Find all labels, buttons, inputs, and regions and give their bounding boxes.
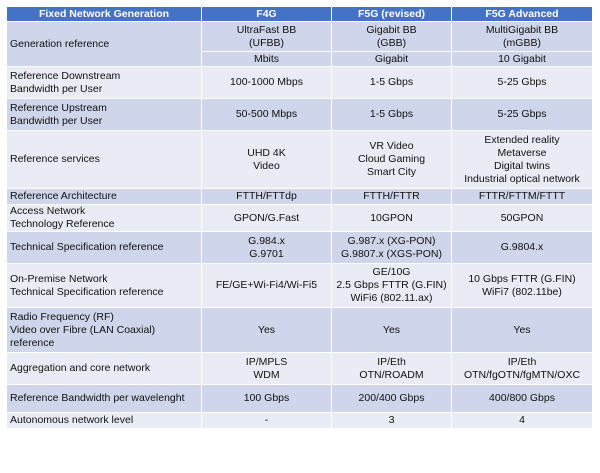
cell-f5g-advanced-line: 50GPON: [500, 211, 544, 224]
cell-f5g-advanced-line: 5-25 Gbps: [497, 108, 547, 120]
cell-f5g-advanced: [452, 52, 593, 67]
cell-f5g-revised-line: 1-5 Gbps: [369, 76, 414, 88]
cell-f4g-line: 100-1000 Mbps: [230, 76, 303, 88]
cell-f5g-revised-line: (GBB): [376, 36, 407, 49]
cell-f5g-advanced: [452, 308, 593, 353]
table-row: [7, 308, 593, 353]
header-f5g-advanced: F5G Advanced: [452, 7, 593, 22]
cell-f4g-line: FTTH/FTTdp: [236, 190, 297, 202]
cell-f5g-revised: [332, 264, 452, 308]
cell-f5g-revised: [332, 385, 452, 413]
row-label: [7, 22, 202, 67]
cell-f5g-advanced-line: 10 Gigabit: [498, 52, 546, 65]
cell-f5g-advanced-line: IP/Eth: [507, 355, 537, 368]
cell-f4g-line: UltraFast BB: [236, 23, 297, 36]
row-label-line: Reference Bandwidth per wavelenght: [10, 392, 185, 404]
cell-f5g-advanced-line: 400/800 Gbps: [489, 392, 555, 404]
cell-f5g-revised-line: G.987.x (XG-PON): [347, 234, 436, 247]
table-row: [7, 189, 593, 205]
cell-f5g-revised-line: Yes: [382, 323, 401, 336]
row-label: [7, 205, 202, 232]
cell-f4g-line: -: [264, 414, 269, 426]
cell-f4g: [202, 22, 332, 52]
table-row: [7, 131, 593, 189]
row-label: [7, 99, 202, 131]
cell-f5g-advanced: [452, 205, 593, 232]
cell-f5g-revised-line: G.9807.x (XGS-PON): [341, 247, 442, 260]
cell-f4g-line: WDM: [253, 368, 280, 381]
cell-f5g-revised-line: 10GPON: [370, 211, 413, 224]
row-label-line: Radio Frequency (RF): [10, 310, 114, 323]
cell-f4g: [202, 99, 332, 131]
table-row: [7, 385, 593, 413]
row-label-line: Reference services: [10, 153, 100, 165]
cell-f5g-revised-line: 1-5 Gbps: [369, 108, 414, 120]
cell-f5g-revised-line: Smart City: [366, 166, 416, 178]
cell-f5g-revised-line: 2.5 Gbps FTTR (G.FIN): [336, 279, 447, 291]
cell-f5g-advanced-line: MultiGigabit BB: [485, 23, 559, 36]
cell-f5g-advanced-line: WiFi7 (802.11be): [482, 285, 562, 298]
cell-f4g: [202, 189, 332, 205]
row-label: [7, 67, 202, 99]
row-label: [7, 308, 202, 353]
cell-f5g-advanced-line: (mGBB): [503, 36, 541, 49]
cell-f5g-revised: [332, 232, 452, 264]
cell-f4g: [202, 52, 332, 67]
cell-f5g-advanced: [452, 67, 593, 99]
cell-f5g-revised: [332, 22, 452, 52]
row-label: [7, 413, 202, 429]
row-label-line: Bandwidth per User: [10, 114, 103, 127]
header-row: [7, 7, 593, 22]
row-label-line: Technical Specification reference: [10, 285, 164, 298]
row-label: [7, 353, 202, 385]
row-label-line: Bandwidth per User: [10, 82, 103, 95]
cell-f4g: [202, 131, 332, 189]
row-label-line: Reference Downstream: [10, 69, 121, 82]
cell-f4g-line: GPON/G.Fast: [233, 211, 300, 224]
cell-f4g-line: 50-500 Mbps: [235, 108, 298, 120]
cell-f5g-advanced: [452, 131, 593, 189]
cell-f5g-revised: [332, 308, 452, 353]
cell-f4g: [202, 308, 332, 353]
cell-f5g-revised-line: IP/Eth: [377, 355, 406, 368]
cell-f5g-revised: [332, 413, 452, 429]
cell-f5g-revised: [332, 189, 452, 205]
cell-f5g-advanced: [452, 232, 593, 264]
row-label-line: Video over Fibre (LAN Coaxial): [10, 323, 156, 336]
row-label-line: Autonomous network level: [10, 414, 134, 426]
cell-f4g: [202, 264, 332, 308]
cell-f4g: [202, 232, 332, 264]
row-label: [7, 264, 202, 308]
row-label: [7, 385, 202, 413]
cell-f5g-revised-line: 200/400 Gbps: [358, 392, 425, 404]
row-label-line: Reference Architecture: [10, 190, 117, 202]
cell-f5g-advanced: [452, 413, 593, 429]
cell-f5g-revised: [332, 353, 452, 385]
cell-f4g: [202, 67, 332, 99]
cell-f4g-line: Video: [253, 159, 280, 172]
cell-f5g-advanced-line: G.9804.x: [500, 241, 544, 253]
cell-f4g-line: Yes: [257, 323, 276, 336]
cell-f5g-advanced-line: 5-25 Gbps: [497, 76, 547, 88]
cell-f5g-advanced: [452, 189, 593, 205]
cell-f5g-revised-line: GE/10G: [372, 266, 411, 278]
table-header: [7, 7, 593, 22]
row-label-line: Access Network: [10, 205, 86, 217]
cell-f5g-revised-line: 3: [388, 414, 395, 426]
cell-f4g-line: G.984.x: [248, 234, 285, 247]
cell-f5g-revised: [332, 131, 452, 189]
cell-f4g: [202, 205, 332, 232]
cell-f5g-advanced-line: Extended reality: [484, 133, 560, 146]
table-row: [7, 67, 593, 99]
cell-f5g-advanced-line: Digital twins: [493, 159, 551, 172]
cell-f5g-advanced-line: 10 Gbps FTTR (G.FIN): [468, 272, 576, 285]
row-label-line: Technical Specification reference: [10, 241, 164, 253]
cell-f5g-revised: [332, 67, 452, 99]
cell-f5g-advanced: [452, 22, 593, 52]
row-label-line: Generation reference: [10, 37, 110, 50]
table-row: [7, 22, 593, 52]
table-row: [7, 205, 593, 232]
cell-f5g-revised: [332, 99, 452, 131]
cell-f4g-line: UHD 4K: [247, 146, 286, 159]
cell-f5g-advanced-line: Industrial optical network: [464, 172, 580, 185]
header-f4g: F4G: [202, 7, 332, 22]
cell-f4g-line: 100 Gbps: [243, 392, 290, 404]
cell-f4g-line: G.9701: [249, 247, 284, 260]
header-f5g-revised: F5G (revised): [332, 7, 452, 22]
cell-f5g-revised-line: VR Video: [369, 140, 414, 152]
cell-f4g: [202, 413, 332, 429]
table-row: [7, 264, 593, 308]
row-label-line: Aggregation and core network: [10, 362, 151, 374]
cell-f4g-line: Mbits: [253, 52, 280, 65]
cell-f5g-advanced-line: Yes: [513, 323, 531, 336]
cell-f5g-revised-line: WiFi6 (802.11.ax): [350, 292, 433, 304]
cell-f5g-advanced: [452, 264, 593, 308]
table-row: [7, 99, 593, 131]
cell-f5g-advanced: [452, 353, 593, 385]
cell-f5g-revised-line: Gigabit: [374, 52, 409, 65]
cell-f5g-advanced: [452, 385, 593, 413]
fixed-network-generation-table: [6, 6, 593, 429]
cell-f5g-advanced-line: Metaverse: [497, 146, 547, 159]
row-label: [7, 131, 202, 189]
cell-f5g-advanced-line: FTTR/FTTM/FTTT: [478, 190, 566, 202]
table-row: [7, 232, 593, 264]
row-label-line: reference: [10, 336, 55, 349]
cell-f5g-revised: [332, 205, 452, 232]
table-row: [7, 353, 593, 385]
row-label-line: Technology Reference: [10, 218, 115, 230]
row-label-line: On-Premise Network: [10, 272, 108, 285]
cell-f5g-advanced-line: 4: [519, 414, 525, 426]
cell-f5g-advanced-line: OTN/fgOTN/fgMTN/OXC: [463, 368, 581, 381]
cell-f5g-revised-line: OTN/ROADM: [359, 368, 424, 381]
cell-f4g-line: FE/GE+Wi-Fi4/Wi-Fi5: [215, 279, 318, 291]
cell-f5g-revised: [332, 52, 452, 67]
cell-f5g-advanced: [452, 99, 593, 131]
cell-f4g: [202, 385, 332, 413]
cell-f5g-revised-line: Gigabit BB: [366, 23, 417, 36]
row-label: [7, 232, 202, 264]
cell-f4g-line: (UFBB): [249, 36, 284, 49]
header-generation: Fixed Network Generation: [7, 7, 202, 22]
row-label: [7, 189, 202, 205]
table-body: [7, 22, 593, 429]
cell-f5g-revised-line: FTTH/FTTR: [363, 190, 420, 202]
cell-f4g: [202, 353, 332, 385]
table-row: [7, 413, 593, 429]
cell-f4g-line: IP/MPLS: [245, 355, 288, 368]
cell-f5g-revised-line: Cloud Gaming: [357, 153, 426, 165]
row-label-line: Reference Upstream: [10, 101, 107, 114]
